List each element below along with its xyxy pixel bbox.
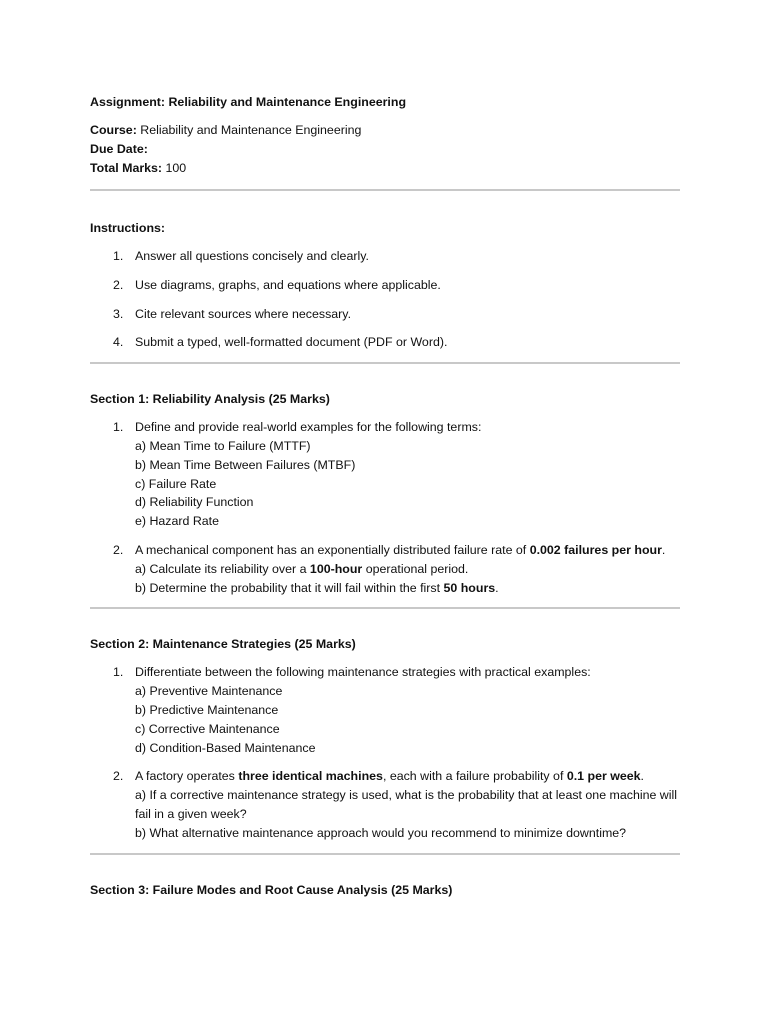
question-text: [135, 767, 680, 786]
question-item: [90, 418, 680, 531]
list-number: 3.: [113, 306, 124, 321]
sub-question: a) If a corrective maintenance strategy is used, what is the probability that at least one machine will fail in a given week?: [135, 788, 678, 821]
list-text: Answer all questions concisely and clearly.: [135, 249, 369, 263]
total-marks-label: Total Marks:: [90, 161, 163, 175]
sub-question: a) Preventive Maintenance: [135, 684, 283, 699]
sub-question: [135, 560, 680, 579]
emphasis-text: 0.002 failures per hour: [529, 542, 662, 557]
section-3-heading: Section 3: Failure Modes and Root Cause Analysis (25 Marks): [90, 882, 453, 897]
list-number: 1.: [113, 249, 124, 263]
question-number: 2.: [113, 542, 124, 557]
text-run: operational period.: [362, 561, 469, 576]
course-line: [90, 121, 680, 140]
list-item: [90, 333, 680, 352]
sub-question: b) Predictive Maintenance: [135, 702, 279, 717]
assignment-title: Assignment: Reliability and Maintenance Engineering: [90, 95, 407, 109]
sub-question: d) Condition-Based Maintenance: [135, 740, 316, 755]
question-text: Define and provide real-world examples for the following terms:: [135, 420, 482, 435]
text-run: .: [495, 580, 499, 595]
divider: [90, 362, 680, 364]
sub-question: e) Hazard Rate: [135, 514, 220, 529]
question-number: 2.: [113, 769, 124, 784]
course-label: Course:: [90, 123, 137, 137]
sub-question: b) What alternative maintenance approach would you recommend to minimize downtime?: [135, 825, 627, 840]
question-item: [90, 767, 680, 842]
total-marks-line: [90, 159, 680, 178]
due-date-label: Due Date:: [90, 142, 148, 156]
text-run: .: [661, 542, 666, 557]
assignment-meta: [90, 121, 680, 178]
text-run: A mechanical component has an exponentially distributed failure rate of: [135, 542, 530, 557]
question-item: [90, 541, 680, 597]
question-number: 1.: [113, 420, 124, 435]
due-date-line: [90, 140, 680, 159]
question-item: [90, 663, 680, 757]
section-2-heading: Section 2: Maintenance Strategies (25 Marks): [90, 637, 356, 652]
section-1-heading: Section 1: Reliability Analysis (25 Marks): [90, 392, 330, 407]
list-text: Submit a typed, well-formatted document (PDF or Word).: [135, 335, 448, 350]
emphasis-text: 0.1 per week: [566, 769, 641, 784]
sub-question: b) Mean Time Between Failures (MTBF): [135, 457, 356, 472]
total-marks-value: 100: [162, 161, 187, 175]
divider: [90, 853, 680, 855]
instructions-list: [90, 247, 680, 352]
sub-question: c) Corrective Maintenance: [135, 721, 280, 736]
sub-question: d) Reliability Function: [135, 495, 254, 510]
list-number: 2.: [113, 277, 124, 292]
question-number: 1.: [113, 665, 124, 680]
sub-question: [135, 579, 680, 598]
section-2-questions: [90, 663, 680, 842]
list-item: [90, 276, 680, 295]
emphasis-text: three identical machines: [238, 769, 383, 784]
text-run: b) Determine the probability that it will fail within the first: [135, 580, 444, 595]
text-run: , each with a failure probability of: [382, 769, 567, 784]
sub-question: a) Mean Time to Failure (MTTF): [135, 438, 311, 453]
text-run: a) Calculate its reliability over a: [135, 561, 310, 576]
list-item: [90, 305, 680, 324]
document-page: [90, 93, 680, 899]
text-run: .: [640, 769, 644, 784]
question-text: Differentiate between the following maintenance strategies with practical examples:: [135, 665, 591, 680]
divider: [90, 607, 680, 609]
divider: [90, 189, 680, 191]
question-text: [135, 541, 680, 560]
emphasis-text: 100-hour: [309, 561, 363, 576]
emphasis-text: 50 hours: [443, 580, 496, 595]
section-1-questions: [90, 418, 680, 597]
list-item: [90, 247, 680, 266]
text-run: A factory operates: [135, 769, 239, 784]
sub-question: c) Failure Rate: [135, 476, 217, 491]
list-text: Use diagrams, graphs, and equations where applicable.: [135, 277, 441, 292]
list-text: Cite relevant sources where necessary.: [135, 306, 352, 321]
list-number: 4.: [113, 335, 124, 350]
course-value: Reliability and Maintenance Engineering: [136, 123, 362, 137]
instructions-heading: Instructions:: [90, 221, 166, 235]
